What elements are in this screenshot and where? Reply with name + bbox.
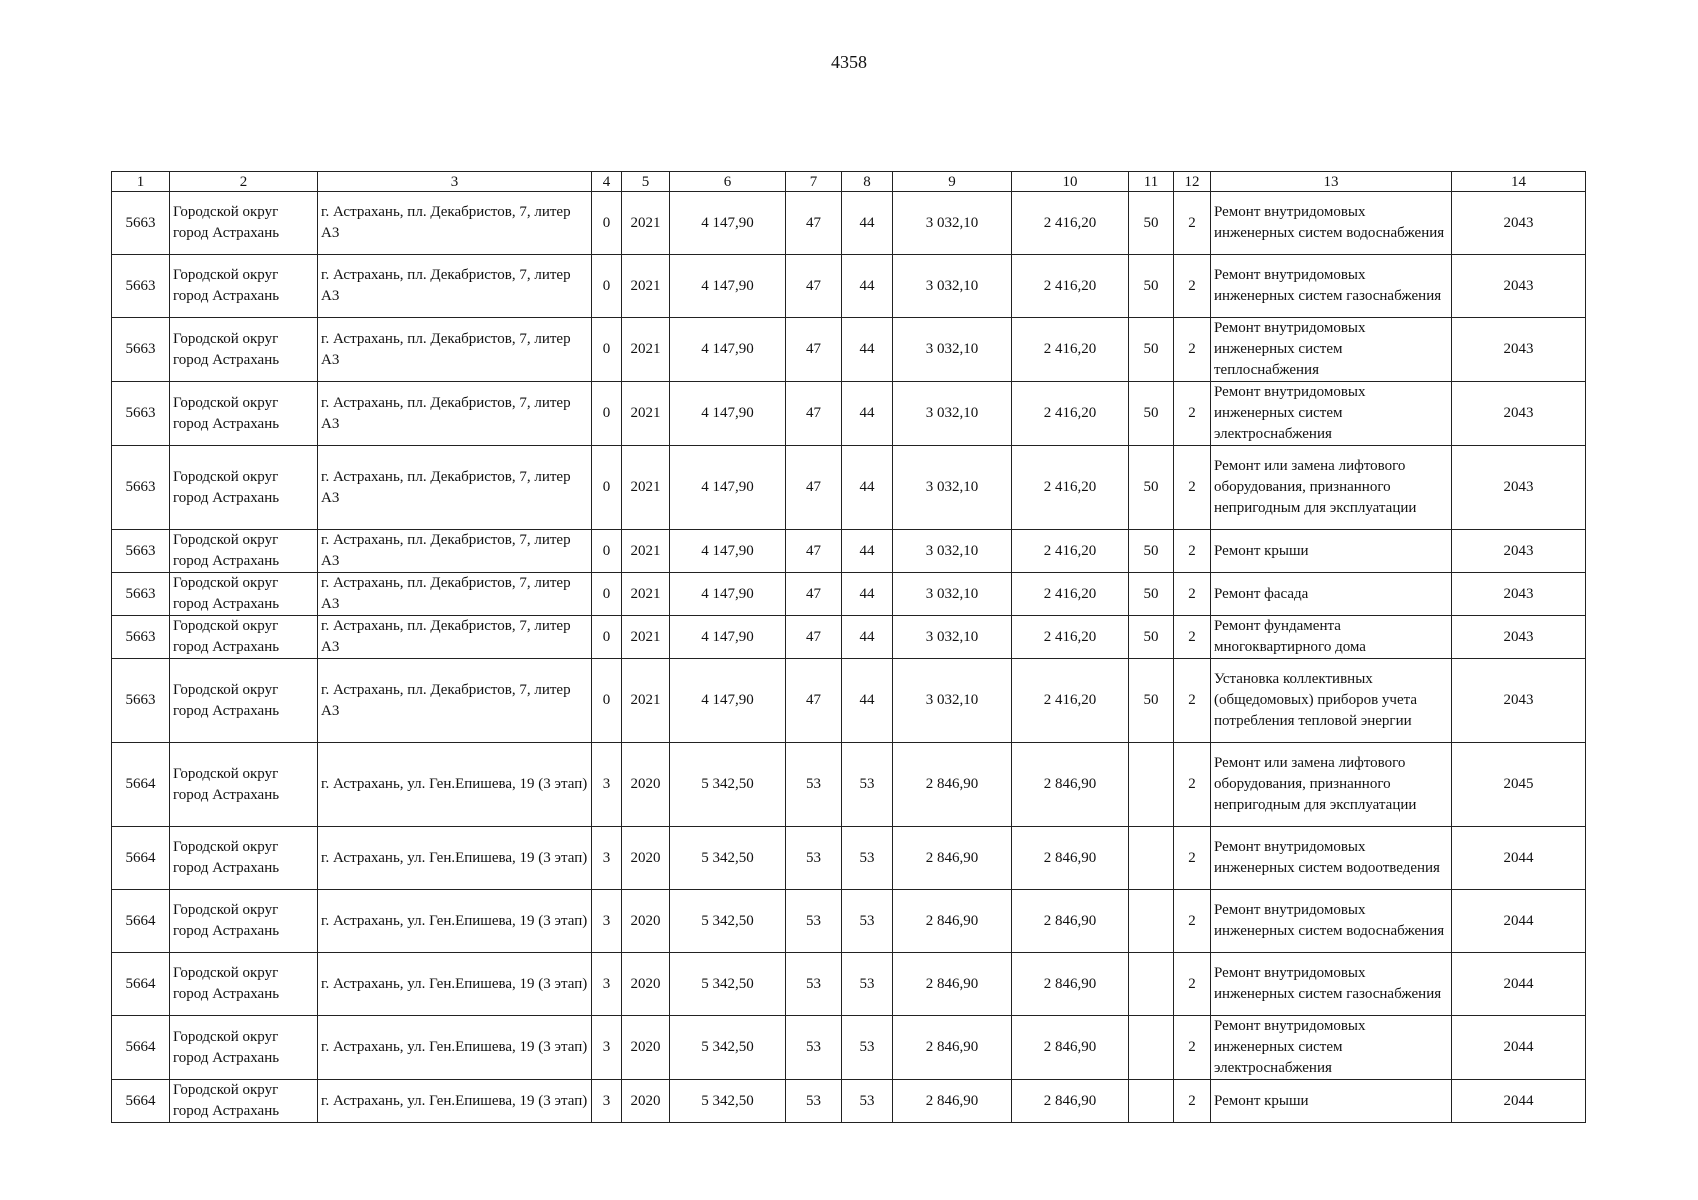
col12-cell: 2 xyxy=(1174,743,1211,827)
col10-cell: 2 846,90 xyxy=(1012,827,1129,890)
col10-cell: 2 416,20 xyxy=(1012,446,1129,530)
col4-cell: 3 xyxy=(592,953,622,1016)
col12-cell: 2 xyxy=(1174,192,1211,255)
total-area-cell: 4 147,90 xyxy=(670,446,786,530)
municipality-cell: Городской округ город Астрахань xyxy=(170,382,318,446)
col11-cell xyxy=(1129,890,1174,953)
col11-cell: 50 xyxy=(1129,318,1174,382)
municipality-cell: Городской округ город Астрахань xyxy=(170,1080,318,1123)
col7-cell: 53 xyxy=(786,743,842,827)
planned-year-cell: 2044 xyxy=(1452,953,1586,1016)
col10-cell: 2 846,90 xyxy=(1012,1016,1129,1080)
col10-cell: 2 416,20 xyxy=(1012,573,1129,616)
record-id-cell: 5664 xyxy=(112,953,170,1016)
col12-cell: 2 xyxy=(1174,573,1211,616)
page-number: 4358 xyxy=(831,52,867,72)
col9-cell: 3 032,10 xyxy=(893,255,1012,318)
record-id-cell: 5663 xyxy=(112,318,170,382)
col9-cell: 2 846,90 xyxy=(893,827,1012,890)
col12-cell: 2 xyxy=(1174,1016,1211,1080)
address-cell: г. Астрахань, пл. Декабристов, 7, литер А3 xyxy=(318,659,592,743)
column-header: 3 xyxy=(318,172,592,192)
municipality-cell: Городской округ город Астрахань xyxy=(170,318,318,382)
column-number-row xyxy=(112,172,1586,192)
total-area-cell: 5 342,50 xyxy=(670,1016,786,1080)
col12-cell: 2 xyxy=(1174,382,1211,446)
col9-cell: 2 846,90 xyxy=(893,953,1012,1016)
address-cell: г. Астрахань, ул. Ген.Епишева, 19 (3 этап) xyxy=(318,827,592,890)
column-header: 13 xyxy=(1211,172,1452,192)
col10-cell: 2 416,20 xyxy=(1012,255,1129,318)
address-cell: г. Астрахань, ул. Ген.Епишева, 19 (3 этап) xyxy=(318,743,592,827)
col8-cell: 53 xyxy=(842,743,893,827)
col8-cell: 53 xyxy=(842,890,893,953)
col12-cell: 2 xyxy=(1174,446,1211,530)
col8-cell: 44 xyxy=(842,530,893,573)
col10-cell: 2 846,90 xyxy=(1012,890,1129,953)
address-cell: г. Астрахань, ул. Ген.Епишева, 19 (3 этап) xyxy=(318,1080,592,1123)
municipality-cell: Городской округ город Астрахань xyxy=(170,890,318,953)
planned-year-cell: 2044 xyxy=(1452,827,1586,890)
column-header: 10 xyxy=(1012,172,1129,192)
col4-cell: 0 xyxy=(592,255,622,318)
municipality-cell: Городской округ город Астрахань xyxy=(170,573,318,616)
work-type-cell: Ремонт крыши xyxy=(1211,530,1452,573)
col12-cell: 2 xyxy=(1174,255,1211,318)
total-area-cell: 4 147,90 xyxy=(670,659,786,743)
col11-cell xyxy=(1129,827,1174,890)
year-cell: 2020 xyxy=(622,743,670,827)
col7-cell: 47 xyxy=(786,192,842,255)
col4-cell: 0 xyxy=(592,530,622,573)
col8-cell: 44 xyxy=(842,446,893,530)
repair-register-table xyxy=(111,171,1586,1123)
col10-cell: 2 846,90 xyxy=(1012,1080,1129,1123)
col9-cell: 2 846,90 xyxy=(893,890,1012,953)
col9-cell: 2 846,90 xyxy=(893,1080,1012,1123)
address-cell: г. Астрахань, ул. Ген.Епишева, 19 (3 этап) xyxy=(318,890,592,953)
column-header: 5 xyxy=(622,172,670,192)
year-cell: 2021 xyxy=(622,318,670,382)
year-cell: 2021 xyxy=(622,382,670,446)
municipality-cell: Городской округ город Астрахань xyxy=(170,616,318,659)
col9-cell: 3 032,10 xyxy=(893,382,1012,446)
work-type-cell: Ремонт или замена лифтового оборудования, признанного непригодным для эксплуатации xyxy=(1211,446,1452,530)
col12-cell: 2 xyxy=(1174,659,1211,743)
address-cell: г. Астрахань, ул. Ген.Епишева, 19 (3 этап) xyxy=(318,953,592,1016)
col4-cell: 0 xyxy=(592,659,622,743)
table-row xyxy=(112,382,1586,446)
col12-cell: 2 xyxy=(1174,616,1211,659)
address-cell: г. Астрахань, пл. Декабристов, 7, литер А3 xyxy=(318,573,592,616)
col7-cell: 53 xyxy=(786,1080,842,1123)
planned-year-cell: 2043 xyxy=(1452,382,1586,446)
record-id-cell: 5663 xyxy=(112,446,170,530)
col12-cell: 2 xyxy=(1174,318,1211,382)
col10-cell: 2 416,20 xyxy=(1012,318,1129,382)
column-header: 9 xyxy=(893,172,1012,192)
col11-cell: 50 xyxy=(1129,255,1174,318)
col7-cell: 47 xyxy=(786,382,842,446)
column-header: 1 xyxy=(112,172,170,192)
col4-cell: 3 xyxy=(592,827,622,890)
planned-year-cell: 2043 xyxy=(1452,255,1586,318)
col9-cell: 3 032,10 xyxy=(893,192,1012,255)
col11-cell: 50 xyxy=(1129,659,1174,743)
col7-cell: 47 xyxy=(786,255,842,318)
work-type-cell: Ремонт или замена лифтового оборудования, признанного непригодным для эксплуатации xyxy=(1211,743,1452,827)
municipality-cell: Городской округ город Астрахань xyxy=(170,827,318,890)
address-cell: г. Астрахань, пл. Декабристов, 7, литер А3 xyxy=(318,192,592,255)
col11-cell xyxy=(1129,1080,1174,1123)
column-header: 14 xyxy=(1452,172,1586,192)
planned-year-cell: 2044 xyxy=(1452,1016,1586,1080)
total-area-cell: 5 342,50 xyxy=(670,1080,786,1123)
work-type-cell: Ремонт крыши xyxy=(1211,1080,1452,1123)
table-row xyxy=(112,446,1586,530)
record-id-cell: 5663 xyxy=(112,659,170,743)
total-area-cell: 4 147,90 xyxy=(670,530,786,573)
col8-cell: 44 xyxy=(842,318,893,382)
address-cell: г. Астрахань, пл. Декабристов, 7, литер А3 xyxy=(318,382,592,446)
planned-year-cell: 2044 xyxy=(1452,1080,1586,1123)
col11-cell: 50 xyxy=(1129,530,1174,573)
planned-year-cell: 2043 xyxy=(1452,446,1586,530)
table-row xyxy=(112,659,1586,743)
table-row xyxy=(112,1016,1586,1080)
col9-cell: 3 032,10 xyxy=(893,659,1012,743)
total-area-cell: 4 147,90 xyxy=(670,255,786,318)
col9-cell: 2 846,90 xyxy=(893,743,1012,827)
record-id-cell: 5664 xyxy=(112,743,170,827)
work-type-cell: Ремонт внутридомовых инженерных систем электроснабжения xyxy=(1211,1016,1452,1080)
address-cell: г. Астрахань, ул. Ген.Епишева, 19 (3 этап) xyxy=(318,1016,592,1080)
col4-cell: 0 xyxy=(592,446,622,530)
col8-cell: 44 xyxy=(842,255,893,318)
year-cell: 2021 xyxy=(622,573,670,616)
work-type-cell: Ремонт внутридомовых инженерных систем газоснабжения xyxy=(1211,255,1452,318)
col9-cell: 3 032,10 xyxy=(893,573,1012,616)
table-row xyxy=(112,953,1586,1016)
col11-cell: 50 xyxy=(1129,573,1174,616)
work-type-cell: Ремонт внутридомовых инженерных систем водоснабжения xyxy=(1211,890,1452,953)
total-area-cell: 5 342,50 xyxy=(670,743,786,827)
total-area-cell: 5 342,50 xyxy=(670,890,786,953)
work-type-cell: Ремонт внутридомовых инженерных систем водоснабжения xyxy=(1211,192,1452,255)
year-cell: 2020 xyxy=(622,1080,670,1123)
table-row xyxy=(112,318,1586,382)
record-id-cell: 5663 xyxy=(112,192,170,255)
col10-cell: 2 846,90 xyxy=(1012,953,1129,1016)
column-header: 2 xyxy=(170,172,318,192)
total-area-cell: 4 147,90 xyxy=(670,573,786,616)
table-row xyxy=(112,530,1586,573)
col7-cell: 53 xyxy=(786,827,842,890)
table-row xyxy=(112,827,1586,890)
col12-cell: 2 xyxy=(1174,890,1211,953)
planned-year-cell: 2043 xyxy=(1452,659,1586,743)
col12-cell: 2 xyxy=(1174,953,1211,1016)
year-cell: 2021 xyxy=(622,192,670,255)
col4-cell: 0 xyxy=(592,616,622,659)
col8-cell: 53 xyxy=(842,1016,893,1080)
col4-cell: 0 xyxy=(592,382,622,446)
col7-cell: 47 xyxy=(786,616,842,659)
col8-cell: 53 xyxy=(842,953,893,1016)
municipality-cell: Городской округ город Астрахань xyxy=(170,659,318,743)
col11-cell: 50 xyxy=(1129,192,1174,255)
planned-year-cell: 2043 xyxy=(1452,530,1586,573)
record-id-cell: 5663 xyxy=(112,382,170,446)
address-cell: г. Астрахань, пл. Декабристов, 7, литер А3 xyxy=(318,446,592,530)
col4-cell: 0 xyxy=(592,318,622,382)
col10-cell: 2 416,20 xyxy=(1012,382,1129,446)
table-row xyxy=(112,616,1586,659)
municipality-cell: Городской округ город Астрахань xyxy=(170,953,318,1016)
table-row xyxy=(112,573,1586,616)
planned-year-cell: 2043 xyxy=(1452,616,1586,659)
col12-cell: 2 xyxy=(1174,1080,1211,1123)
col8-cell: 53 xyxy=(842,827,893,890)
address-cell: г. Астрахань, пл. Декабристов, 7, литер А3 xyxy=(318,318,592,382)
planned-year-cell: 2043 xyxy=(1452,573,1586,616)
record-id-cell: 5663 xyxy=(112,530,170,573)
table-row xyxy=(112,192,1586,255)
work-type-cell: Ремонт внутридомовых инженерных систем газоснабжения xyxy=(1211,953,1452,1016)
total-area-cell: 4 147,90 xyxy=(670,192,786,255)
record-id-cell: 5664 xyxy=(112,827,170,890)
record-id-cell: 5664 xyxy=(112,1016,170,1080)
col8-cell: 44 xyxy=(842,659,893,743)
column-header: 12 xyxy=(1174,172,1211,192)
col8-cell: 53 xyxy=(842,1080,893,1123)
col7-cell: 53 xyxy=(786,1016,842,1080)
col4-cell: 3 xyxy=(592,1080,622,1123)
planned-year-cell: 2043 xyxy=(1452,318,1586,382)
col9-cell: 3 032,10 xyxy=(893,616,1012,659)
col9-cell: 3 032,10 xyxy=(893,530,1012,573)
col7-cell: 47 xyxy=(786,573,842,616)
year-cell: 2021 xyxy=(622,446,670,530)
col11-cell xyxy=(1129,743,1174,827)
total-area-cell: 4 147,90 xyxy=(670,616,786,659)
col4-cell: 0 xyxy=(592,573,622,616)
col11-cell: 50 xyxy=(1129,616,1174,659)
record-id-cell: 5664 xyxy=(112,1080,170,1123)
col7-cell: 53 xyxy=(786,890,842,953)
col8-cell: 44 xyxy=(842,192,893,255)
col10-cell: 2 416,20 xyxy=(1012,192,1129,255)
col8-cell: 44 xyxy=(842,616,893,659)
year-cell: 2021 xyxy=(622,255,670,318)
table-body xyxy=(112,192,1586,1123)
col8-cell: 44 xyxy=(842,573,893,616)
year-cell: 2020 xyxy=(622,890,670,953)
col11-cell: 50 xyxy=(1129,382,1174,446)
col11-cell xyxy=(1129,1016,1174,1080)
record-id-cell: 5664 xyxy=(112,890,170,953)
municipality-cell: Городской округ город Астрахань xyxy=(170,255,318,318)
total-area-cell: 4 147,90 xyxy=(670,318,786,382)
col4-cell: 3 xyxy=(592,743,622,827)
column-header: 11 xyxy=(1129,172,1174,192)
col8-cell: 44 xyxy=(842,382,893,446)
municipality-cell: Городской округ город Астрахань xyxy=(170,446,318,530)
col7-cell: 47 xyxy=(786,446,842,530)
column-header: 7 xyxy=(786,172,842,192)
col4-cell: 3 xyxy=(592,890,622,953)
municipality-cell: Городской округ город Астрахань xyxy=(170,743,318,827)
col12-cell: 2 xyxy=(1174,827,1211,890)
col4-cell: 0 xyxy=(592,192,622,255)
total-area-cell: 5 342,50 xyxy=(670,827,786,890)
col10-cell: 2 846,90 xyxy=(1012,743,1129,827)
work-type-cell: Ремонт внутридомовых инженерных систем теплоснабжения xyxy=(1211,318,1452,382)
year-cell: 2021 xyxy=(622,616,670,659)
col10-cell: 2 416,20 xyxy=(1012,616,1129,659)
work-type-cell: Ремонт внутридомовых инженерных систем водоотведения xyxy=(1211,827,1452,890)
col4-cell: 3 xyxy=(592,1016,622,1080)
col7-cell: 47 xyxy=(786,659,842,743)
col7-cell: 47 xyxy=(786,530,842,573)
year-cell: 2020 xyxy=(622,827,670,890)
work-type-cell: Ремонт внутридомовых инженерных систем электроснабжения xyxy=(1211,382,1452,446)
record-id-cell: 5663 xyxy=(112,616,170,659)
table-row xyxy=(112,1080,1586,1123)
col9-cell: 3 032,10 xyxy=(893,446,1012,530)
year-cell: 2021 xyxy=(622,530,670,573)
planned-year-cell: 2043 xyxy=(1452,192,1586,255)
col7-cell: 53 xyxy=(786,953,842,1016)
col7-cell: 47 xyxy=(786,318,842,382)
column-header: 4 xyxy=(592,172,622,192)
record-id-cell: 5663 xyxy=(112,573,170,616)
total-area-cell: 4 147,90 xyxy=(670,382,786,446)
work-type-cell: Установка коллективных (общедомовых) приборов учета потребления тепловой энергии xyxy=(1211,659,1452,743)
table-row xyxy=(112,890,1586,953)
municipality-cell: Городской округ город Астрахань xyxy=(170,1016,318,1080)
col10-cell: 2 416,20 xyxy=(1012,659,1129,743)
address-cell: г. Астрахань, пл. Декабристов, 7, литер А3 xyxy=(318,530,592,573)
planned-year-cell: 2044 xyxy=(1452,890,1586,953)
municipality-cell: Городской округ город Астрахань xyxy=(170,192,318,255)
address-cell: г. Астрахань, пл. Декабристов, 7, литер А3 xyxy=(318,616,592,659)
col9-cell: 3 032,10 xyxy=(893,318,1012,382)
col9-cell: 2 846,90 xyxy=(893,1016,1012,1080)
year-cell: 2020 xyxy=(622,1016,670,1080)
col10-cell: 2 416,20 xyxy=(1012,530,1129,573)
table-row xyxy=(112,743,1586,827)
column-header: 6 xyxy=(670,172,786,192)
work-type-cell: Ремонт фасада xyxy=(1211,573,1452,616)
record-id-cell: 5663 xyxy=(112,255,170,318)
col12-cell: 2 xyxy=(1174,530,1211,573)
planned-year-cell: 2045 xyxy=(1452,743,1586,827)
total-area-cell: 5 342,50 xyxy=(670,953,786,1016)
address-cell: г. Астрахань, пл. Декабристов, 7, литер А3 xyxy=(318,255,592,318)
work-type-cell: Ремонт фундамента многоквартирного дома xyxy=(1211,616,1452,659)
col11-cell: 50 xyxy=(1129,446,1174,530)
year-cell: 2021 xyxy=(622,659,670,743)
column-header: 8 xyxy=(842,172,893,192)
year-cell: 2020 xyxy=(622,953,670,1016)
municipality-cell: Городской округ город Астрахань xyxy=(170,530,318,573)
table-row xyxy=(112,255,1586,318)
col11-cell xyxy=(1129,953,1174,1016)
